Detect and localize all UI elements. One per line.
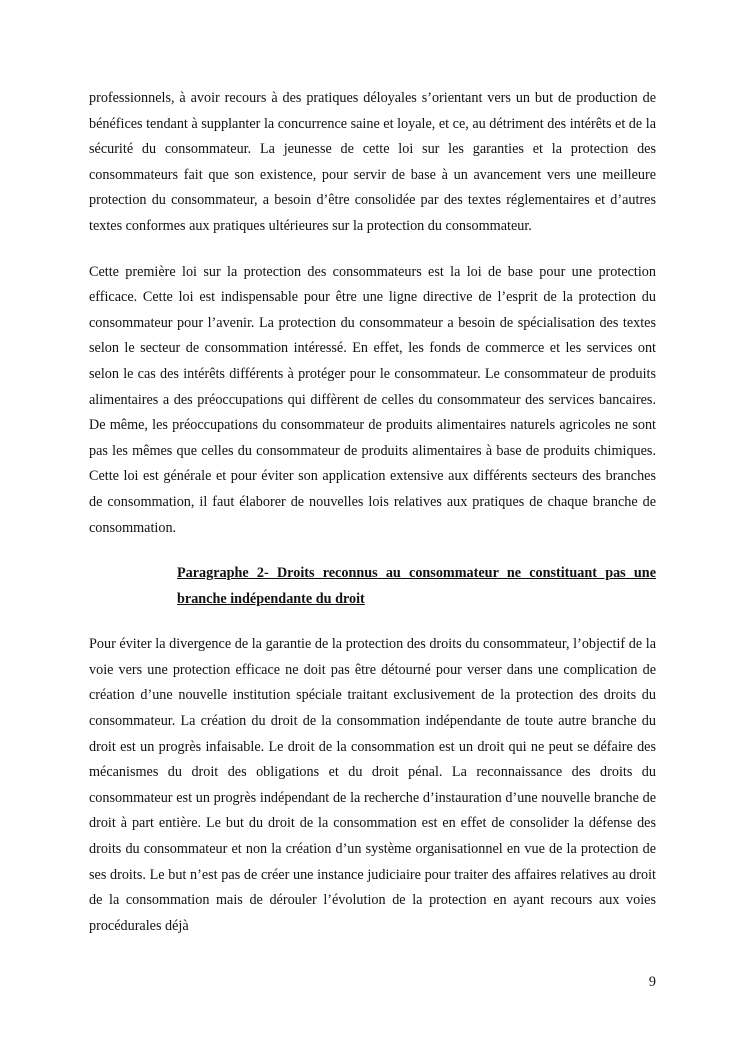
- paragraph-3: Pour éviter la divergence de la garantie de la protection des droits du consommateur, l’objectif de la voie vers une protection efficace ne doit pas être détourné pour verser dans une complication de création d’une nouvelle institution spéciale traitant exclusivement de la protection des droits du consommateur. La création du droit de la consommation indépendante de toute autre branche du droit est un progrès infaisable. Le droit de la consommation est un droit qui ne peut se défaire des mécanismes du droit des obligations et du droit pénal. La reconnaissance des droits du consommateur est un progrès indépendant de la recherche d’instauration d’une nouvelle branche de droit à part entière. Le but du droit de la consommation est en effet de consolider la défense des droits du consommateur et non la création d’un système organisationnel en vue de la protection de ses droits. Le but n’est pas de créer une instance judiciaire pour traiter des affaires relatives au droit de la consommation mais de dérouler l’évolution de la protection en ayant recours aux voies procédurales déjà: [89, 636, 656, 934]
- page-number: 9: [648, 974, 656, 990]
- document-page: [89, 86, 656, 939]
- paragraph-1: professionnels, à avoir recours à des pratiques déloyales s’orientant vers un but de production de bénéfices tendant à supplanter la concurrence saine et loyale, et ce, au détriment des intérêts et de la sécurité du consommateur. La jeunesse de cette loi sur les garanties et la protection des consommateurs fait que son existence, pour servir de base à un avancement vers une meilleure protection du consommateur, a besoin d’être consolidée par des textes réglementaires et d’autres textes conformes aux pratiques ultérieures sur la protection du consommateur.: [89, 90, 656, 234]
- section-heading: Paragraphe 2- Droits reconnus au consommateur ne constituant pas une branche indépendante du droit: [177, 565, 656, 607]
- paragraph-2: Cette première loi sur la protection des consommateurs est la loi de base pour une protection efficace. Cette loi est indispensable pour être une ligne directive de l’esprit de la protection du consommateur pour l’avenir. La protection du consommateur a besoin de spécialisation des textes selon le secteur de consommation intéressé. En effet, les fonds de commerce et les services ont selon le cas des intérêts différents à protéger pour le consommateur. Le consommateur de produits alimentaires a des préoccupations qui diffèrent de celles du consommateur des services bancaires. De même, les préoccupations du consommateur de produits alimentaires naturels agricoles ne sont pas les mêmes que celles du consommateur de produits alimentaires à base de produits chimiques. Cette loi est générale et pour éviter son application extensive aux différents secteurs des branches de consommation, il faut élaborer de nouvelles lois relatives aux pratiques de chaque branche de consommation.: [89, 263, 656, 536]
